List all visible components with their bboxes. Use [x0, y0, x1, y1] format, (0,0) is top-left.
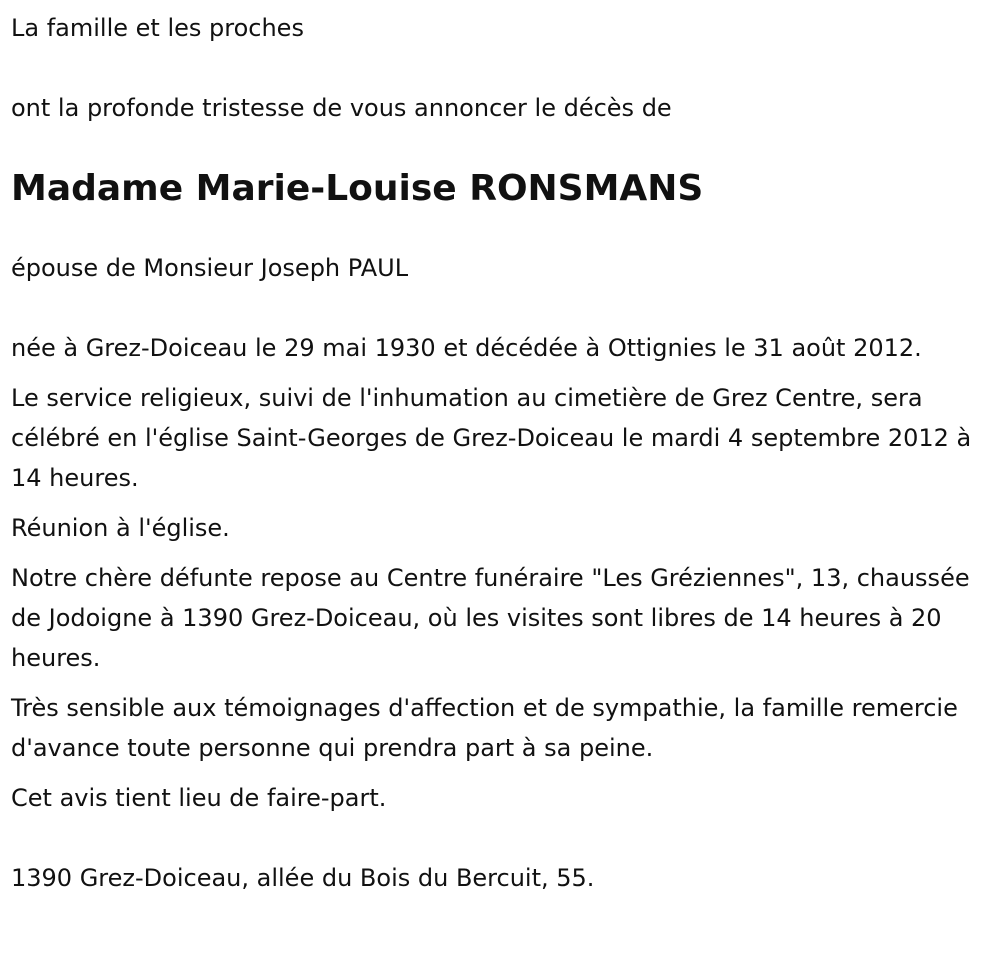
death-notice: [11, 8, 991, 898]
announcement-text: ont la profonde tristesse de vous annoncer le décès de: [11, 94, 672, 122]
address-text: 1390 Grez-Doiceau, allée du Bois du Bercuit, 55.: [11, 864, 595, 892]
thanks-text: Très sensible aux témoignages d'affection et de sympathie, la famille remercie d'avance toute personne qui prendra part à sa peine.: [11, 694, 958, 762]
spouse-text: épouse de Monsieur Joseph PAUL: [11, 254, 409, 282]
service-text: Le service religieux, suivi de l'inhumation au cimetière de Grez Centre, sera célébré en l'église Saint-Georges de Grez-Doiceau le mardi 4 septembre 2012 à 14 heures.: [11, 384, 972, 492]
birth-death-text: née à Grez-Doiceau le 29 mai 1930 et décédée à Ottignies le 31 août 2012.: [11, 334, 922, 362]
reunion-text: Réunion à l'église.: [11, 514, 230, 542]
faire-part-text: Cet avis tient lieu de faire-part.: [11, 784, 387, 812]
intro-text: La famille et les proches: [11, 14, 304, 42]
deceased-name: Madame Marie-Louise RONSMANS: [11, 168, 704, 209]
repose-text: Notre chère défunte repose au Centre funéraire "Les Gréziennes", 13, chaussée de Jodoigne à 1390 Grez-Doiceau, où les visites sont libres de 14 heures à 20 heures.: [11, 564, 970, 672]
